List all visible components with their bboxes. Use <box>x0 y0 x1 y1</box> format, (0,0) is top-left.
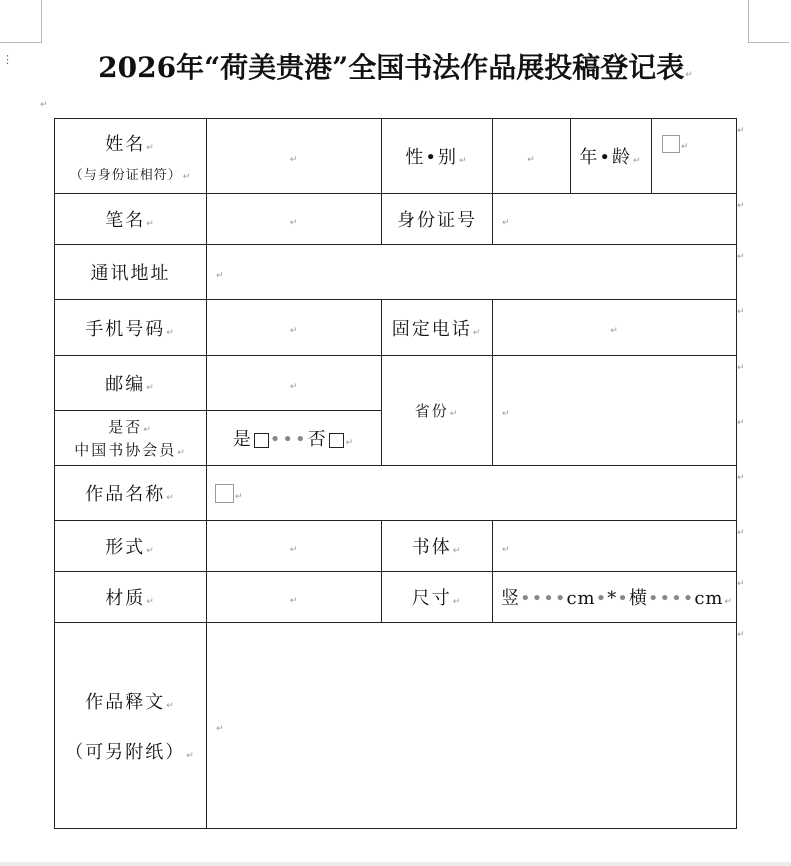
paragraph-mark-icon: ↵ <box>216 724 226 734</box>
script-label: 书体 <box>411 537 452 558</box>
paragraph-mark-icon: ↵ <box>146 546 156 556</box>
age-label-cell <box>571 119 652 194</box>
size-horizontal-label: 横 <box>628 588 648 609</box>
paragraph-mark-icon: ↵ <box>681 142 691 152</box>
page-bottom-edge <box>0 862 791 866</box>
material-label: 材质 <box>105 588 146 609</box>
paragraph-mark-icon: ↵ <box>610 326 620 336</box>
paragraph-mark-icon: ↵ <box>166 700 176 711</box>
size-label: 尺寸 <box>411 588 452 609</box>
paragraph-mark-icon: ↵ <box>143 425 153 435</box>
row-end-mark-icon: ↵ <box>737 126 745 136</box>
work-name-label: 作品名称 <box>85 484 166 505</box>
member-label-line2: 中国书协会员 <box>74 441 177 459</box>
member-choice-cell <box>207 411 382 466</box>
paragraph-mark-icon: ↵ <box>289 326 300 336</box>
work-name-field[interactable] <box>207 466 737 521</box>
title-text: 2026年“荷美贵港”全国书法作品展投稿登记表 <box>98 51 685 84</box>
paragraph-mark-icon: ↵ <box>289 154 300 165</box>
registration-form-table <box>54 118 737 829</box>
gender-label: 性•别 <box>405 147 459 168</box>
drag-handle-icon[interactable]: ⋮ <box>2 53 13 66</box>
member-label-line1: 是否 <box>108 418 143 436</box>
work-name-label-cell <box>55 466 207 521</box>
paragraph-mark-icon: ↵ <box>146 219 156 229</box>
size-label-cell <box>382 572 493 623</box>
crop-mark-top-right <box>748 0 789 43</box>
name-note: （与身份证相符） <box>69 167 182 183</box>
name-label: 姓名 <box>105 133 146 155</box>
paragraph-mark-icon: ↵ <box>633 156 643 166</box>
size-unit-label: cm <box>694 588 724 609</box>
paragraph-mark-icon: ↵ <box>685 70 693 80</box>
member-label-cell <box>55 411 207 466</box>
pen-name-field[interactable] <box>207 194 382 245</box>
paragraph-mark-icon: ↵ <box>289 595 300 606</box>
annotation-label-cell <box>55 623 207 829</box>
address-field[interactable] <box>207 245 737 300</box>
size-vertical-label: 竖 <box>501 588 520 609</box>
mobile-label-cell <box>55 300 207 356</box>
paragraph-mark-icon: ↵ <box>40 100 48 110</box>
paragraph-mark-icon: ↵ <box>289 381 300 392</box>
paragraph-mark-icon: ↵ <box>146 142 156 153</box>
row-end-mark-icon: ↵ <box>737 528 745 538</box>
province-label: 省份 <box>414 402 449 420</box>
paragraph-mark-icon: ↵ <box>186 750 196 761</box>
member-no-label: 否 <box>307 429 328 450</box>
id-label-cell <box>382 194 493 245</box>
dot-separator-icon: • <box>595 588 608 609</box>
script-field[interactable] <box>493 521 737 572</box>
dot-separator-icon: ••• <box>269 429 308 450</box>
row-end-mark-icon: ↵ <box>737 307 745 317</box>
paragraph-mark-icon: ↵ <box>459 156 469 166</box>
script-label-cell <box>382 521 493 572</box>
row-end-mark-icon: ↵ <box>737 579 745 589</box>
annotation-label: 作品释文 <box>85 691 166 713</box>
id-field[interactable] <box>493 194 737 245</box>
paragraph-mark-icon: ↵ <box>166 327 176 338</box>
id-label: 身份证号 <box>397 210 477 231</box>
province-field[interactable] <box>493 356 737 466</box>
paragraph-mark-icon: ↵ <box>452 546 463 556</box>
dot-separator-icon: • <box>617 588 629 609</box>
annotation-field[interactable] <box>207 623 737 829</box>
paragraph-mark-icon: ↵ <box>527 154 537 165</box>
paragraph-mark-icon: ↵ <box>502 544 512 555</box>
material-label-cell <box>55 572 207 623</box>
paragraph-mark-icon: ↵ <box>452 597 463 607</box>
paragraph-mark-icon: ↵ <box>216 270 226 281</box>
address-label: 通讯地址 <box>90 263 171 284</box>
postcode-label-cell <box>55 356 207 411</box>
size-unit-label: cm <box>566 588 596 609</box>
member-no-checkbox[interactable] <box>329 433 344 448</box>
annotation-note: （可另附纸） <box>65 741 186 763</box>
paragraph-mark-icon: ↵ <box>724 597 734 607</box>
paragraph-mark-icon: ↵ <box>345 438 356 448</box>
text-placeholder-icon[interactable] <box>215 484 234 503</box>
pen-name-label: 笔名 <box>105 210 146 231</box>
paragraph-mark-icon: ↵ <box>472 327 483 338</box>
dot-separator-icon: •••• <box>520 588 567 609</box>
paragraph-mark-icon: ↵ <box>289 217 300 228</box>
row-end-mark-icon: ↵ <box>737 201 745 211</box>
row-end-mark-icon: ↵ <box>737 252 745 262</box>
name-field[interactable] <box>207 119 382 194</box>
paragraph-mark-icon: ↵ <box>235 491 245 502</box>
member-yes-checkbox[interactable] <box>254 433 269 448</box>
age-field[interactable] <box>652 119 737 194</box>
age-label: 年•龄 <box>579 147 633 168</box>
province-label-cell <box>382 356 493 466</box>
phone-label: 固定电话 <box>391 318 472 340</box>
paragraph-mark-icon: ↵ <box>502 409 512 419</box>
paragraph-mark-icon: ↵ <box>146 597 156 607</box>
pen-name-label-cell <box>55 194 207 245</box>
address-label-cell <box>55 245 207 300</box>
document-title <box>0 46 791 86</box>
form-field[interactable] <box>207 521 382 572</box>
row-end-mark-icon: ↵ <box>737 418 745 428</box>
mobile-field[interactable] <box>207 300 382 356</box>
form-label: 形式 <box>105 537 146 558</box>
paragraph-mark-icon: ↵ <box>502 217 512 228</box>
postcode-label: 邮编 <box>105 374 146 395</box>
form-label-cell <box>55 521 207 572</box>
paragraph-mark-icon: ↵ <box>177 448 187 458</box>
material-field[interactable] <box>207 572 382 623</box>
row-end-mark-icon: ↵ <box>737 473 745 483</box>
crop-mark-top-left <box>0 0 42 43</box>
paragraph-mark-icon: ↵ <box>146 383 156 393</box>
size-field[interactable] <box>493 572 737 623</box>
member-yes-label: 是 <box>232 429 253 450</box>
paragraph-mark-icon: ↵ <box>289 544 300 555</box>
row-end-mark-icon: ↵ <box>737 363 745 373</box>
paragraph-mark-icon: ↵ <box>182 171 192 182</box>
phone-label-cell <box>382 300 493 356</box>
paragraph-mark-icon: ↵ <box>166 493 176 503</box>
paragraph-mark-icon: ↵ <box>449 409 460 419</box>
name-label-cell <box>55 119 207 194</box>
mobile-label: 手机号码 <box>85 318 166 340</box>
phone-field[interactable] <box>493 300 737 356</box>
photo-placeholder-icon[interactable] <box>662 135 680 153</box>
gender-label-cell <box>382 119 493 194</box>
row-end-mark-icon: ↵ <box>737 630 745 640</box>
dot-separator-icon: •••• <box>647 588 695 609</box>
postcode-field[interactable] <box>207 356 382 411</box>
gender-field[interactable] <box>493 119 571 194</box>
size-times-label: * <box>607 588 618 609</box>
